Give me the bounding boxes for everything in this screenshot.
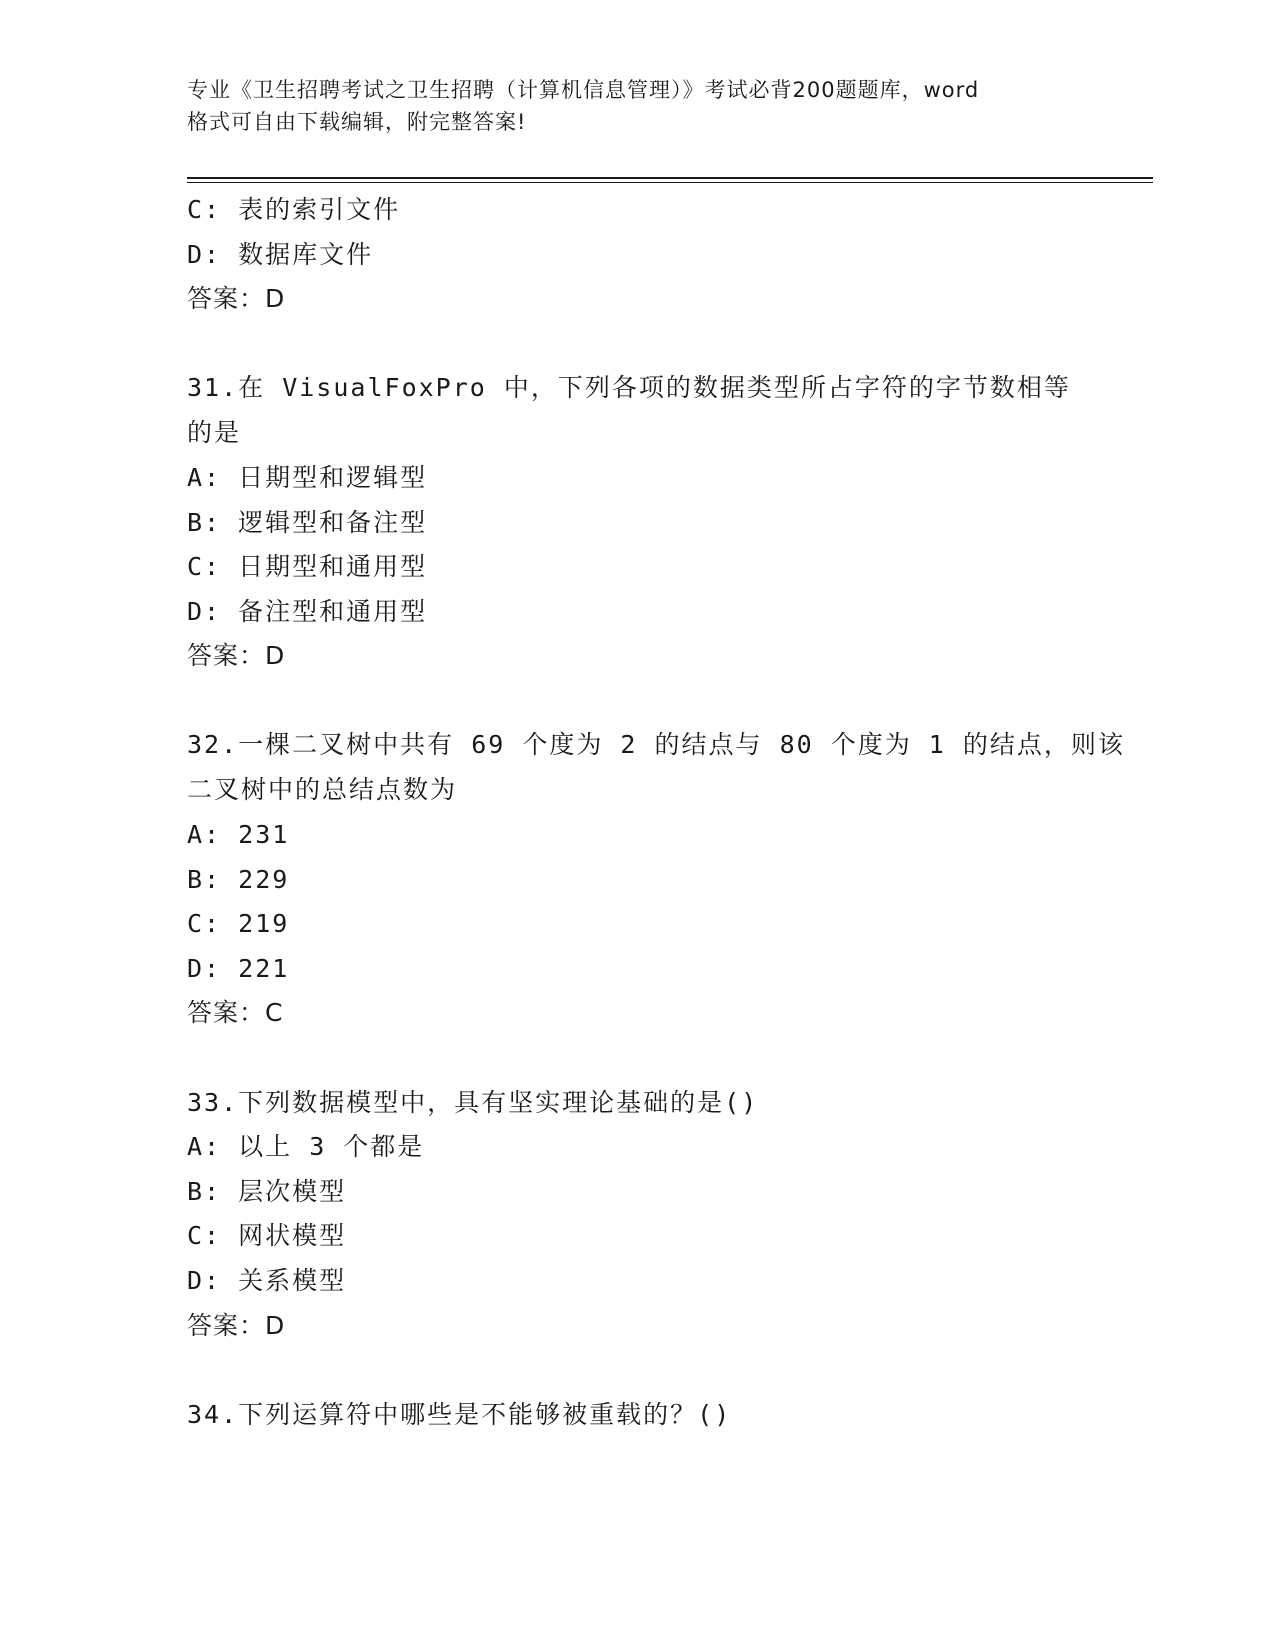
q30-answer: 答案：D xyxy=(187,284,286,313)
q33-answer: 答案：D xyxy=(187,1311,286,1340)
q31-answer: 答案：D xyxy=(187,641,286,670)
q34-stem-line-1: 34.下列运算符中哪些是不能够被重载的？() xyxy=(187,1400,732,1429)
q32-option-d: D: 221 xyxy=(187,954,290,983)
q33-option-a: A: 以上 3 个都是 xyxy=(187,1132,425,1161)
q33-stem-line-1: 33.下列数据模型中，具有坚实理论基础的是() xyxy=(187,1088,759,1117)
document-header xyxy=(187,74,1097,138)
q32-option-c: C: 219 xyxy=(187,909,290,938)
q32-option-b: B: 229 xyxy=(187,865,290,894)
q32-stem-line-1: 32.一棵二叉树中共有 69 个度为 2 的结点与 80 个度为 1 的结点，则该 xyxy=(187,730,1125,759)
q30-option-d: D: 数据库文件 xyxy=(187,240,374,269)
q31-stem-line-1: 31.在 VisualFoxPro 中，下列各项的数据类型所占字符的字节数相等 xyxy=(187,373,1071,402)
q30-option-c: C: 表的索引文件 xyxy=(187,195,401,224)
q31-option-c: C: 日期型和通用型 xyxy=(187,552,428,581)
q31-option-d: D: 备注型和通用型 xyxy=(187,597,428,626)
header-rule-thick xyxy=(187,177,1153,179)
q32-answer: 答案：C xyxy=(187,998,284,1027)
header-rule-thin xyxy=(187,182,1153,183)
q31-stem-line-2: 的是 xyxy=(187,418,242,447)
header-line-1: 专业《卫生招聘考试之卫生招聘（计算机信息管理）》考试必背200题题库，word xyxy=(187,78,980,102)
q33-option-c: C: 网状模型 xyxy=(187,1221,347,1250)
q33-option-d: D: 关系模型 xyxy=(187,1266,347,1295)
q31-option-a: A: 日期型和逻辑型 xyxy=(187,463,428,492)
q33-option-b: B: 层次模型 xyxy=(187,1177,347,1206)
header-line-2: 格式可自由下载编辑，附完整答案! xyxy=(187,110,527,134)
q32-stem-line-2: 二叉树中的总结点数为 xyxy=(187,775,458,804)
q31-option-b: B: 逻辑型和备注型 xyxy=(187,508,428,537)
q32-option-a: A: 231 xyxy=(187,820,290,849)
